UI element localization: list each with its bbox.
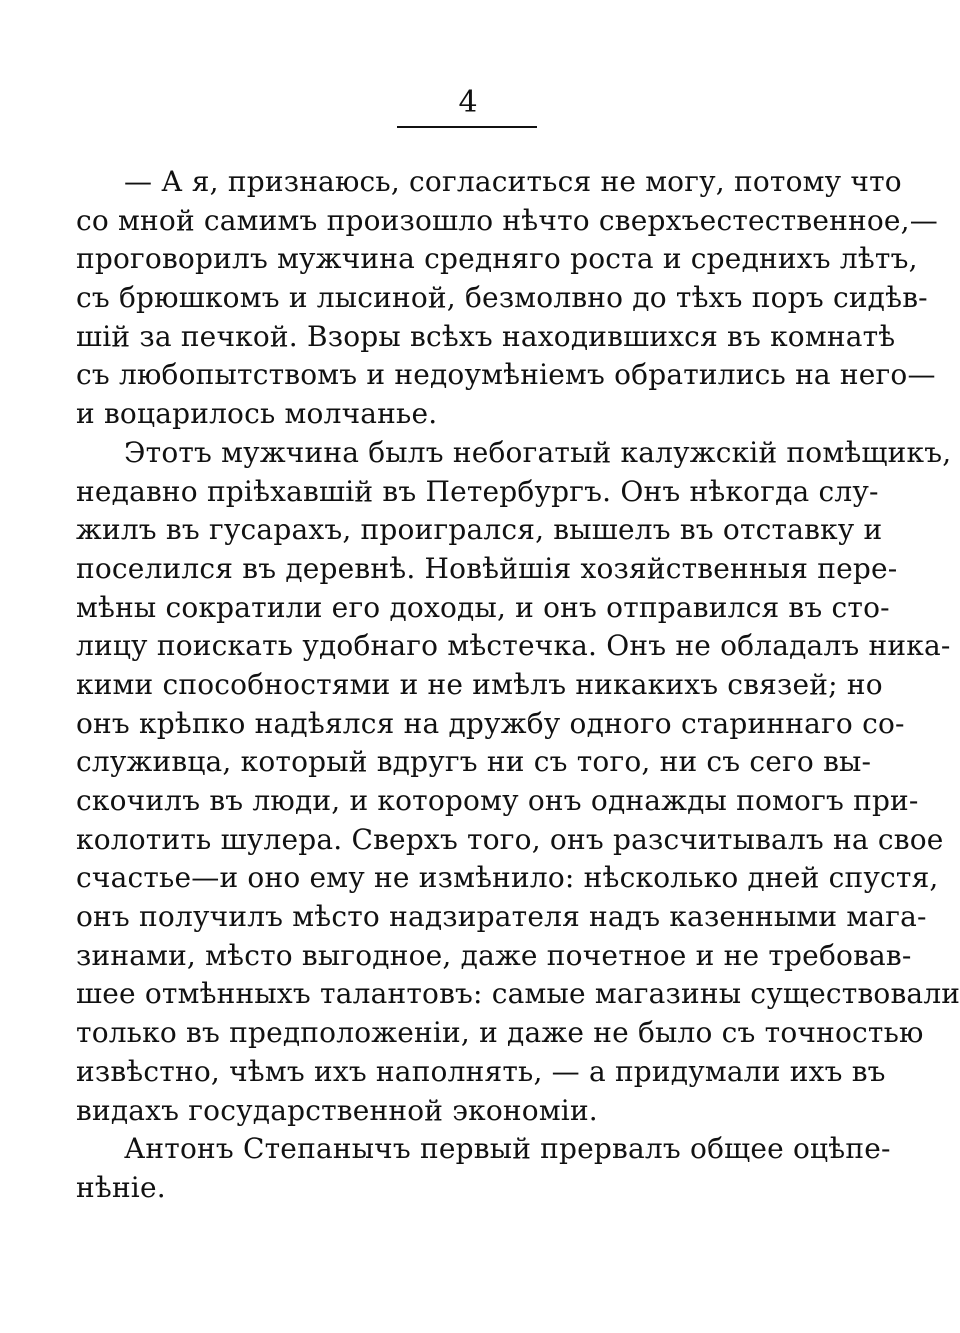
text-line: съ брюшкомъ и лысиной, безмолвно до тѣхъ поръ сидѣв-	[76, 281, 928, 315]
text-line: онъ получилъ мѣсто надзирателя надъ казенными мага-	[76, 900, 927, 934]
text-line: видахъ государственной экономіи.	[76, 1093, 598, 1127]
header-rule	[397, 126, 537, 128]
text-line: скочилъ въ люди, и которому онъ однажды помогъ при-	[76, 784, 919, 817]
text-line: счастье—и оно ему не измѣнило: нѣсколько дней спустя,	[76, 861, 939, 895]
text-line: недавно пріѣхавшій въ Петербургъ. Онъ нѣкогда слу-	[76, 474, 879, 508]
text-line: нѣніе.	[76, 1170, 166, 1204]
text-line: жилъ въ гусарахъ, проигрался, вышелъ въ отставку и	[76, 513, 883, 547]
text-line: поселился въ деревнѣ. Новѣйшія хозяйственныя пере-	[76, 551, 898, 585]
text-line: кими способностями и не имѣлъ никакихъ связей; но	[76, 667, 883, 701]
text-line: Антонъ Степанычъ первый прервалъ общее оцѣпе-	[124, 1132, 891, 1166]
text-line: со мной самимъ произошло нѣчто сверхъестественное,—	[76, 203, 938, 237]
text-line: колотить шулера. Сверхъ того, онъ разсчитывалъ на свое	[76, 822, 944, 856]
text-line: зинами, мѣсто выгодное, даже почетное и не требовав-	[76, 938, 912, 972]
text-line: лицу поискать удобнаго мѣстечка. Онъ не обладалъ ника-	[76, 629, 951, 663]
text-line: и воцарилось молчанье.	[76, 397, 438, 431]
text-line: шее отмѣнныхъ талантовъ: самые магазины существовали	[76, 977, 960, 1011]
text-line: шій за печкой. Взоры всѣхъ находившихся въ комнатѣ	[76, 319, 896, 353]
page-number: 4	[458, 85, 478, 120]
text-line: служивца, который вдругъ ни съ того, ни съ сего вы-	[76, 745, 872, 779]
text-line: онъ крѣпко надѣялся на дружбу одного стариннаго со-	[76, 706, 905, 740]
text-line: мѣны сократили его доходы, и онъ отправился въ сто-	[76, 590, 890, 624]
text-line: съ любопытствомъ и недоумѣніемъ обратились на него—	[76, 358, 936, 392]
text-line: проговорилъ мужчина средняго роста и среднихъ лѣтъ,	[76, 242, 918, 276]
text-line: Этотъ мужчина былъ небогатый калужскій помѣщикъ,	[124, 435, 952, 469]
text-line: извѣстно, чѣмъ ихъ наполнять, — а придумали ихъ въ	[76, 1054, 886, 1088]
text-line: — А я, признаюсь, согласиться не могу, потому что	[124, 165, 902, 198]
text-line: только въ предположеніи, и даже не было съ точностью	[76, 1016, 924, 1050]
body-text	[76, 163, 960, 1208]
